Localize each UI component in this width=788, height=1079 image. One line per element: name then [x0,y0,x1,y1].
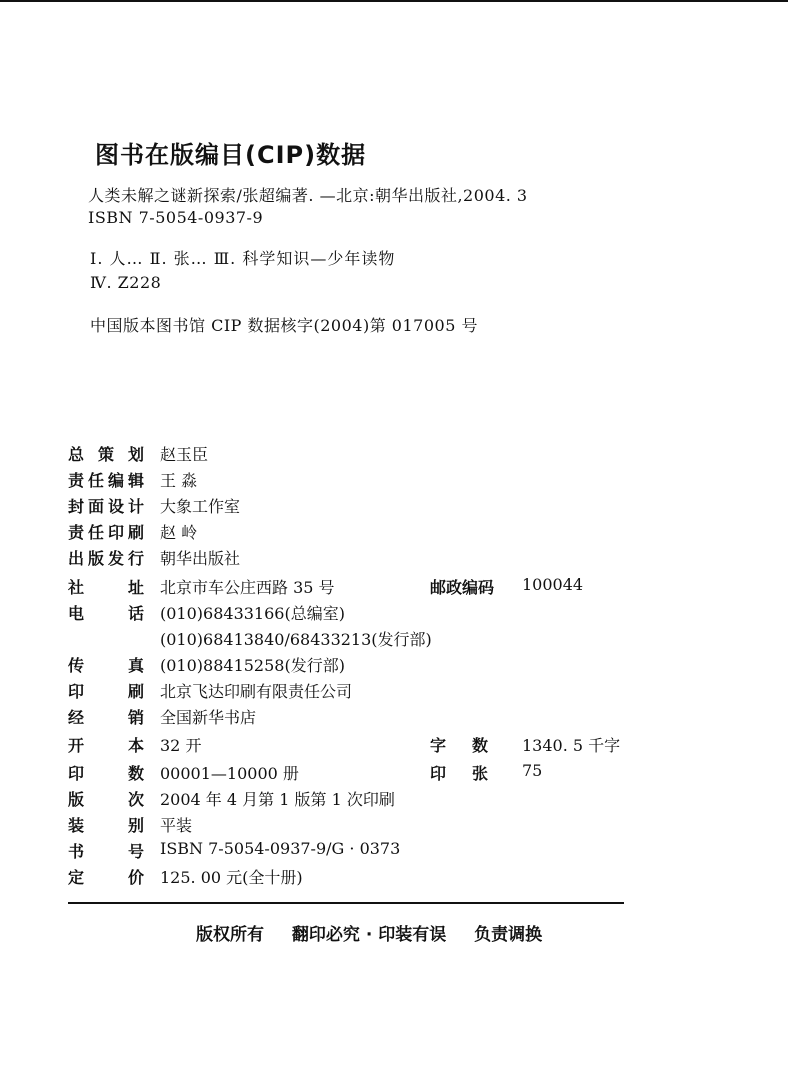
cip-core-record: 中国版本图书馆 CIP 数据核字(2004)第 017005 号 [90,316,478,335]
piracy-notice-text: 翻印必究 · 印装有误 [291,925,447,945]
credit-row [68,679,668,705]
credit-value: ISBN 7-5054-0937-9/G · 0373 [160,839,401,858]
credit-row [68,494,668,520]
credit-label: 装别 [68,816,144,835]
credit-value-secondary: 100044 [522,575,584,594]
credit-value: 赵 岭 [160,523,198,542]
credit-value: 32 开 [160,736,202,755]
credit-label: 电话 [68,604,144,623]
credit-label-secondary: 印张 [430,764,488,783]
credit-row [68,761,668,787]
credit-row [68,839,668,865]
credit-value: 朝华出版社 [160,549,241,568]
credit-label: 总策划 [68,445,144,464]
credit-value: 全国新华书店 [160,708,257,727]
credit-label: 书号 [68,842,144,861]
exchange-notice-text: 负责调换 [474,925,543,945]
cip-title: 图书在版编目(CIP)数据 [95,141,367,169]
credit-label: 传真 [68,656,144,675]
credit-value: 00001—10000 册 [160,764,299,783]
credit-label: 印刷 [68,682,144,701]
copyright-notice [196,920,564,945]
credit-value: 北京飞达印刷有限责任公司 [160,682,353,701]
cip-subjects-line2: Ⅳ. Z228 [90,273,162,292]
credit-row [68,468,668,494]
credit-label: 印数 [68,764,144,783]
credit-label-secondary: 邮政编码 [430,578,495,597]
credit-row [68,442,668,468]
credit-label: 出版发行 [68,549,144,568]
rights-reserved-text: 版权所有 [196,925,264,945]
credit-row [68,787,668,813]
credit-value: 王 淼 [160,471,198,490]
credit-value: 125. 00 元(全十册) [160,868,303,887]
credit-value-secondary: 1340. 5 千字 [522,736,621,755]
credit-value: 赵玉臣 [160,445,209,464]
cip-bibliographic-line: 人类未解之谜新探索/张超编著. —北京:朝华出版社,2004. 3 [88,186,528,205]
credit-label-secondary: 字数 [430,736,488,755]
credit-row [68,813,668,839]
credit-value: 北京市车公庄西路 35 号 [160,578,335,597]
credit-row [68,733,668,759]
credit-label: 定价 [68,868,144,887]
cip-subjects-line1: Ⅰ. 人… Ⅱ. 张… Ⅲ. 科学知识—少年读物 [90,249,396,268]
credit-label: 经销 [68,708,144,727]
credit-value: (010)68413840/68433213(发行部) [160,630,432,649]
credit-value: (010)68433166(总编室) [160,604,345,623]
credit-label: 版次 [68,790,144,809]
credit-row [68,705,668,731]
credit-label: 责任编辑 [68,471,144,490]
credit-value: 2004 年 4 月第 1 版第 1 次印刷 [160,790,395,809]
credit-label: 封面设计 [68,497,144,516]
credit-value: 平装 [160,816,193,835]
credit-label: 责任印刷 [68,523,144,542]
cip-isbn: ISBN 7-5054-0937-9 [88,208,264,227]
top-border [0,0,788,2]
credit-row [68,865,668,891]
credit-label: 开本 [68,736,144,755]
credit-row [68,601,668,627]
credit-value: (010)88415258(发行部) [160,656,345,675]
credit-label: 社址 [68,578,144,597]
bottom-rule [68,902,624,904]
credit-row [68,653,668,679]
credit-row [68,546,668,572]
credit-value: 大象工作室 [160,497,241,516]
credit-row [68,575,668,601]
credit-row [68,520,668,546]
credit-value-secondary: 75 [522,761,543,780]
credit-row [68,627,668,653]
